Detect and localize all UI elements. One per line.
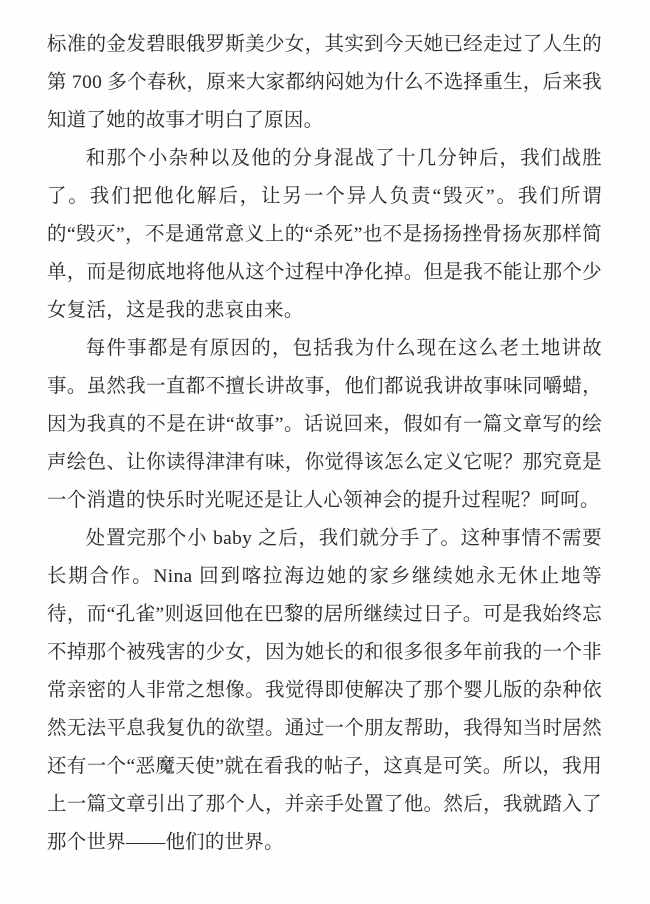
paragraph-1: 标准的金发碧眼俄罗斯美少女，其实到今天她已经走过了人生的第 700 多个春秋，原来大家都纳闷她为什么不选择重生，后来我知道了她的故事才明白了原因。 bbox=[47, 34, 602, 131]
document-text-body bbox=[47, 26, 602, 862]
paragraph-2: 和那个小杂种以及他的分身混战了十几分钟后，我们战胜了。我们把他化解后，让另一个异人负责“毁灭”。我们所谓的“毁灭”，不是通常意义上的“杀死”也不是扬扬挫骨扬灰那样简单，而是彻底地将他从这个过程中净化掉。但是我不能让那个少女复活，这是我的悲哀由来。 bbox=[47, 148, 602, 321]
paragraph-3: 每件事都是有原因的，包括我为什么现在这么老土地讲故事。虽然我一直都不擅长讲故事，他们都说我讲故事味同嚼蜡，因为我真的不是在讲“故事”。话说回来，假如有一篇文章写的绘声绘色、让你读得津津有味，你觉得该怎么定义它呢？那究竟是一个消遣的快乐时光呢还是让人心领神会的提升过程呢？呵呵。 bbox=[47, 338, 602, 511]
paragraph-4: 处置完那个小 baby 之后，我们就分手了。这种事情不需要长期合作。Nina 回到喀拉海边她的家乡继续她永无休止地等待，而“孔雀”则返回他在巴黎的居所继续过日子。可是我始终忘不掉那个被残害的少女，因为她长的和很多很多年前我的一个非常亲密的人非常之想像。我觉得即使解决了那个婴儿版的杂种依然无法平息我复仇的欲望。通过一个朋友帮助，我得知当时居然还有一个“恶魔天使”就在看我的帖子，这真是可笑。所以，我用上一篇文章引出了那个人，并亲手处置了他。然后，我就踏入了那个世界——他们的世界。 bbox=[47, 528, 602, 853]
